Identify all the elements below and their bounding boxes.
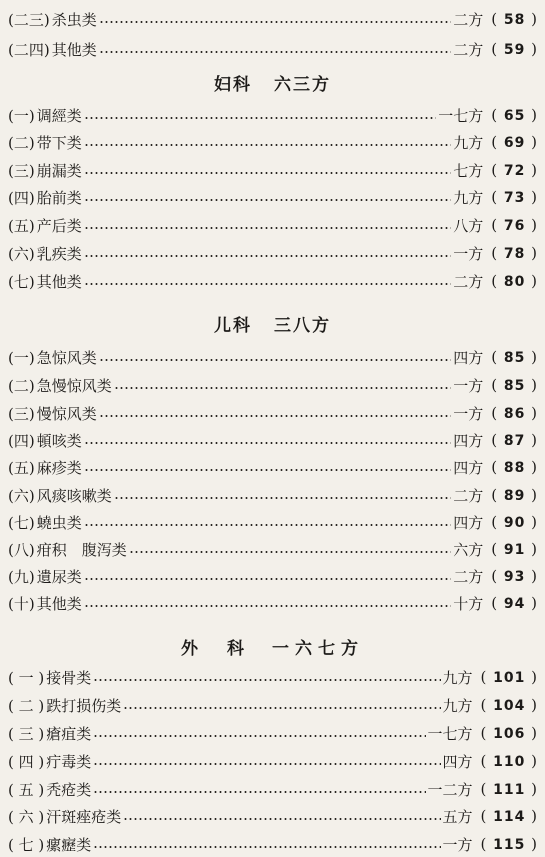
entry-count: 一方 bbox=[453, 376, 484, 395]
entry-number: (七) bbox=[8, 272, 35, 291]
entry-number: (十) bbox=[8, 594, 35, 613]
entry-count: 四方 bbox=[453, 431, 484, 450]
entry-number: (七) bbox=[8, 513, 35, 532]
toc-entry bbox=[8, 129, 538, 155]
entry-title: 产后类 bbox=[36, 216, 82, 235]
dot-leader bbox=[84, 172, 452, 174]
entry-count: 十方 bbox=[453, 594, 484, 613]
toc-entry bbox=[8, 102, 538, 128]
section-heading bbox=[0, 311, 545, 336]
entry-page-ref: ( 69 ) bbox=[491, 133, 538, 151]
toc-entry bbox=[8, 268, 538, 294]
entry-count: 二方 bbox=[453, 567, 484, 586]
entry-count: 一二方 bbox=[427, 780, 473, 799]
section-heading bbox=[0, 70, 545, 95]
entry-page-number: 89 bbox=[503, 488, 526, 504]
dot-leader bbox=[84, 255, 452, 257]
entry-page-number: 85 bbox=[503, 350, 526, 366]
toc-entry bbox=[8, 212, 538, 238]
entry-page-number: 93 bbox=[503, 569, 526, 585]
toc-entry bbox=[8, 748, 538, 774]
entry-title: 调經类 bbox=[36, 106, 82, 125]
entry-title: 瘡疽类 bbox=[46, 724, 92, 743]
entry-count: 五方 bbox=[442, 807, 473, 826]
entry-number: ( 四 ) bbox=[8, 752, 45, 771]
entry-page-ref: ( 115 ) bbox=[480, 835, 538, 853]
section-name: 外 科 bbox=[181, 639, 250, 659]
entry-title: 麻疹类 bbox=[36, 458, 82, 477]
dot-leader bbox=[84, 442, 452, 444]
toc-entry bbox=[8, 400, 538, 426]
entry-count: 一方 bbox=[453, 404, 484, 423]
entry-count: 二方 bbox=[453, 272, 484, 291]
entry-page-ref: ( 91 ) bbox=[491, 540, 538, 558]
dot-leader bbox=[123, 707, 440, 709]
dot-leader bbox=[84, 117, 437, 119]
entry-number: (一) bbox=[8, 348, 35, 367]
entry-page-number: 88 bbox=[503, 460, 526, 476]
entry-count: 九方 bbox=[453, 133, 484, 152]
entry-number: (三) bbox=[8, 161, 35, 180]
entry-page-ref: ( 59 ) bbox=[491, 40, 538, 58]
dot-leader bbox=[93, 763, 440, 765]
section-heading bbox=[0, 634, 545, 659]
entry-number: ( 六 ) bbox=[8, 807, 45, 826]
entry-title: 疔毒类 bbox=[46, 752, 92, 771]
entry-title: 其他类 bbox=[36, 272, 82, 291]
entry-count: 四方 bbox=[442, 752, 473, 771]
entry-title: 疳积 腹泻类 bbox=[36, 540, 127, 559]
entry-number: (五) bbox=[8, 458, 35, 477]
entry-page-number: 101 bbox=[493, 670, 526, 686]
entry-number: (六) bbox=[8, 244, 35, 263]
entry-count: 九方 bbox=[442, 668, 473, 687]
dot-leader bbox=[84, 144, 452, 146]
section-count: 六三方 bbox=[274, 75, 331, 95]
entry-count: 一方 bbox=[453, 244, 484, 263]
entry-count: 九方 bbox=[442, 696, 473, 715]
entry-page-ref: ( 104 ) bbox=[480, 696, 538, 714]
entry-page-number: 104 bbox=[493, 698, 526, 714]
entry-page-ref: ( 89 ) bbox=[491, 486, 538, 504]
entry-title: 遺尿类 bbox=[36, 567, 82, 586]
toc-entry bbox=[8, 803, 538, 829]
entry-count: 六方 bbox=[453, 540, 484, 559]
dot-leader bbox=[84, 199, 452, 201]
section-count: 三八方 bbox=[274, 316, 331, 336]
dot-leader bbox=[129, 551, 452, 553]
toc-entry bbox=[8, 590, 538, 616]
toc-entry bbox=[8, 692, 538, 718]
entry-number: (四) bbox=[8, 188, 35, 207]
entry-page-number: 87 bbox=[503, 433, 526, 449]
entry-count: 八方 bbox=[453, 216, 484, 235]
entry-title: 頓咳类 bbox=[36, 431, 82, 450]
entry-page-ref: ( 87 ) bbox=[491, 431, 538, 449]
entry-page-number: 80 bbox=[503, 274, 526, 290]
dot-leader bbox=[84, 227, 452, 229]
toc-entry bbox=[8, 157, 538, 183]
section-name: 妇科 bbox=[214, 75, 252, 95]
entry-number: (九) bbox=[8, 567, 35, 586]
dot-leader bbox=[114, 387, 452, 389]
entry-title: 风痰咳嗽类 bbox=[36, 486, 112, 505]
entry-number: (三) bbox=[8, 404, 35, 423]
entry-number: (一) bbox=[8, 106, 35, 125]
entry-title: 胎前类 bbox=[36, 188, 82, 207]
entry-page-number: 78 bbox=[503, 246, 526, 262]
entry-title: 跌打损伤类 bbox=[46, 696, 122, 715]
toc-entry bbox=[8, 427, 538, 453]
entry-title: 其他类 bbox=[51, 40, 97, 59]
dot-leader bbox=[93, 679, 440, 681]
entry-count: 七方 bbox=[453, 161, 484, 180]
entry-page-number: 115 bbox=[493, 837, 526, 853]
entry-count: 二方 bbox=[453, 486, 484, 505]
toc-entry bbox=[8, 509, 538, 535]
dot-leader bbox=[84, 469, 452, 471]
toc-entry bbox=[8, 536, 538, 562]
entry-number: (八) bbox=[8, 540, 35, 559]
entry-page-number: 73 bbox=[503, 190, 526, 206]
entry-count: 一方 bbox=[442, 835, 473, 854]
entry-page-number: 106 bbox=[493, 726, 526, 742]
entry-page-ref: ( 85 ) bbox=[491, 376, 538, 394]
entry-title: 汗斑痤疮类 bbox=[46, 807, 122, 826]
entry-page-number: 65 bbox=[503, 108, 526, 124]
section-count: 一六七方 bbox=[272, 639, 364, 659]
dot-leader bbox=[99, 21, 452, 23]
entry-page-number: 91 bbox=[503, 542, 526, 558]
entry-count: 二方 bbox=[453, 40, 484, 59]
entry-page-number: 69 bbox=[503, 135, 526, 151]
entry-page-ref: ( 111 ) bbox=[480, 780, 538, 798]
toc-entry bbox=[8, 372, 538, 398]
entry-page-ref: ( 78 ) bbox=[491, 244, 538, 262]
dot-leader bbox=[93, 791, 425, 793]
entry-page-ref: ( 72 ) bbox=[491, 161, 538, 179]
entry-page-number: 85 bbox=[503, 378, 526, 394]
toc-entry bbox=[8, 240, 538, 266]
entry-page-number: 76 bbox=[503, 218, 526, 234]
entry-page-ref: ( 114 ) bbox=[480, 807, 538, 825]
entry-page-number: 59 bbox=[503, 42, 526, 58]
dot-leader bbox=[114, 497, 452, 499]
entry-page-ref: ( 85 ) bbox=[491, 348, 538, 366]
toc-entry bbox=[8, 776, 538, 802]
toc-entry bbox=[8, 831, 538, 857]
toc-entry bbox=[8, 482, 538, 508]
entry-page-number: 86 bbox=[503, 406, 526, 422]
entry-page-ref: ( 93 ) bbox=[491, 567, 538, 585]
entry-title: 乳疾类 bbox=[36, 244, 82, 263]
dot-leader bbox=[99, 415, 452, 417]
entry-page-ref: ( 90 ) bbox=[491, 513, 538, 531]
entry-number: (六) bbox=[8, 486, 35, 505]
entry-page-ref: ( 80 ) bbox=[491, 272, 538, 290]
toc-entry bbox=[8, 563, 538, 589]
entry-number: (四) bbox=[8, 431, 35, 450]
entry-page-ref: ( 76 ) bbox=[491, 216, 538, 234]
toc-entry bbox=[8, 6, 538, 32]
dot-leader bbox=[84, 605, 452, 607]
entry-count: 二方 bbox=[453, 10, 484, 29]
entry-title: 崩漏类 bbox=[36, 161, 82, 180]
entry-page-number: 58 bbox=[503, 12, 526, 28]
entry-page-ref: ( 110 ) bbox=[480, 752, 538, 770]
entry-page-ref: ( 101 ) bbox=[480, 668, 538, 686]
entry-page-number: 111 bbox=[493, 782, 526, 798]
entry-page-ref: ( 65 ) bbox=[491, 106, 538, 124]
entry-count: 四方 bbox=[453, 513, 484, 532]
entry-number: (二) bbox=[8, 376, 35, 395]
entry-page-number: 110 bbox=[493, 754, 526, 770]
entry-title: 蟯虫类 bbox=[36, 513, 82, 532]
entry-count: 一七方 bbox=[438, 106, 484, 125]
entry-count: 四方 bbox=[453, 348, 484, 367]
dot-leader bbox=[84, 524, 452, 526]
entry-page-ref: ( 86 ) bbox=[491, 404, 538, 422]
entry-title: 杀虫类 bbox=[51, 10, 97, 29]
dot-leader bbox=[99, 359, 452, 361]
entry-number: ( 二 ) bbox=[8, 696, 45, 715]
entry-page-number: 114 bbox=[493, 809, 526, 825]
toc-entry bbox=[8, 664, 538, 690]
entry-page-ref: ( 106 ) bbox=[480, 724, 538, 742]
entry-title: 其他类 bbox=[36, 594, 82, 613]
toc-entry bbox=[8, 344, 538, 370]
entry-number: (二四) bbox=[8, 40, 50, 59]
dot-leader bbox=[84, 283, 452, 285]
entry-count: 九方 bbox=[453, 188, 484, 207]
toc-entry bbox=[8, 184, 538, 210]
toc-entry bbox=[8, 36, 538, 62]
entry-title: 急慢惊风类 bbox=[36, 376, 112, 395]
entry-page-ref: ( 73 ) bbox=[491, 188, 538, 206]
dot-leader bbox=[93, 846, 440, 848]
entry-page-ref: ( 58 ) bbox=[491, 10, 538, 28]
entry-number: (五) bbox=[8, 216, 35, 235]
entry-title: 瘰癧类 bbox=[46, 835, 92, 854]
section-name: 儿科 bbox=[214, 316, 252, 336]
entry-title: 急惊风类 bbox=[36, 348, 97, 367]
entry-title: 带下类 bbox=[36, 133, 82, 152]
entry-page-number: 72 bbox=[503, 163, 526, 179]
entry-number: (二三) bbox=[8, 10, 50, 29]
dot-leader bbox=[93, 735, 425, 737]
entry-number: (二) bbox=[8, 133, 35, 152]
entry-number: ( 七 ) bbox=[8, 835, 45, 854]
dot-leader bbox=[123, 818, 440, 820]
entry-number: ( 三 ) bbox=[8, 724, 45, 743]
entry-page-number: 90 bbox=[503, 515, 526, 531]
entry-title: 慢惊风类 bbox=[36, 404, 97, 423]
entry-number: ( 五 ) bbox=[8, 780, 45, 799]
entry-number: ( 一 ) bbox=[8, 668, 45, 687]
entry-title: 秃疮类 bbox=[46, 780, 92, 799]
toc-entry bbox=[8, 454, 538, 480]
entry-page-number: 94 bbox=[503, 596, 526, 612]
entry-page-ref: ( 88 ) bbox=[491, 458, 538, 476]
entry-count: 一七方 bbox=[427, 724, 473, 743]
entry-page-ref: ( 94 ) bbox=[491, 594, 538, 612]
dot-leader bbox=[84, 578, 452, 580]
entry-title: 接骨类 bbox=[46, 668, 92, 687]
dot-leader bbox=[99, 51, 452, 53]
toc-entry bbox=[8, 720, 538, 746]
entry-count: 四方 bbox=[453, 458, 484, 477]
